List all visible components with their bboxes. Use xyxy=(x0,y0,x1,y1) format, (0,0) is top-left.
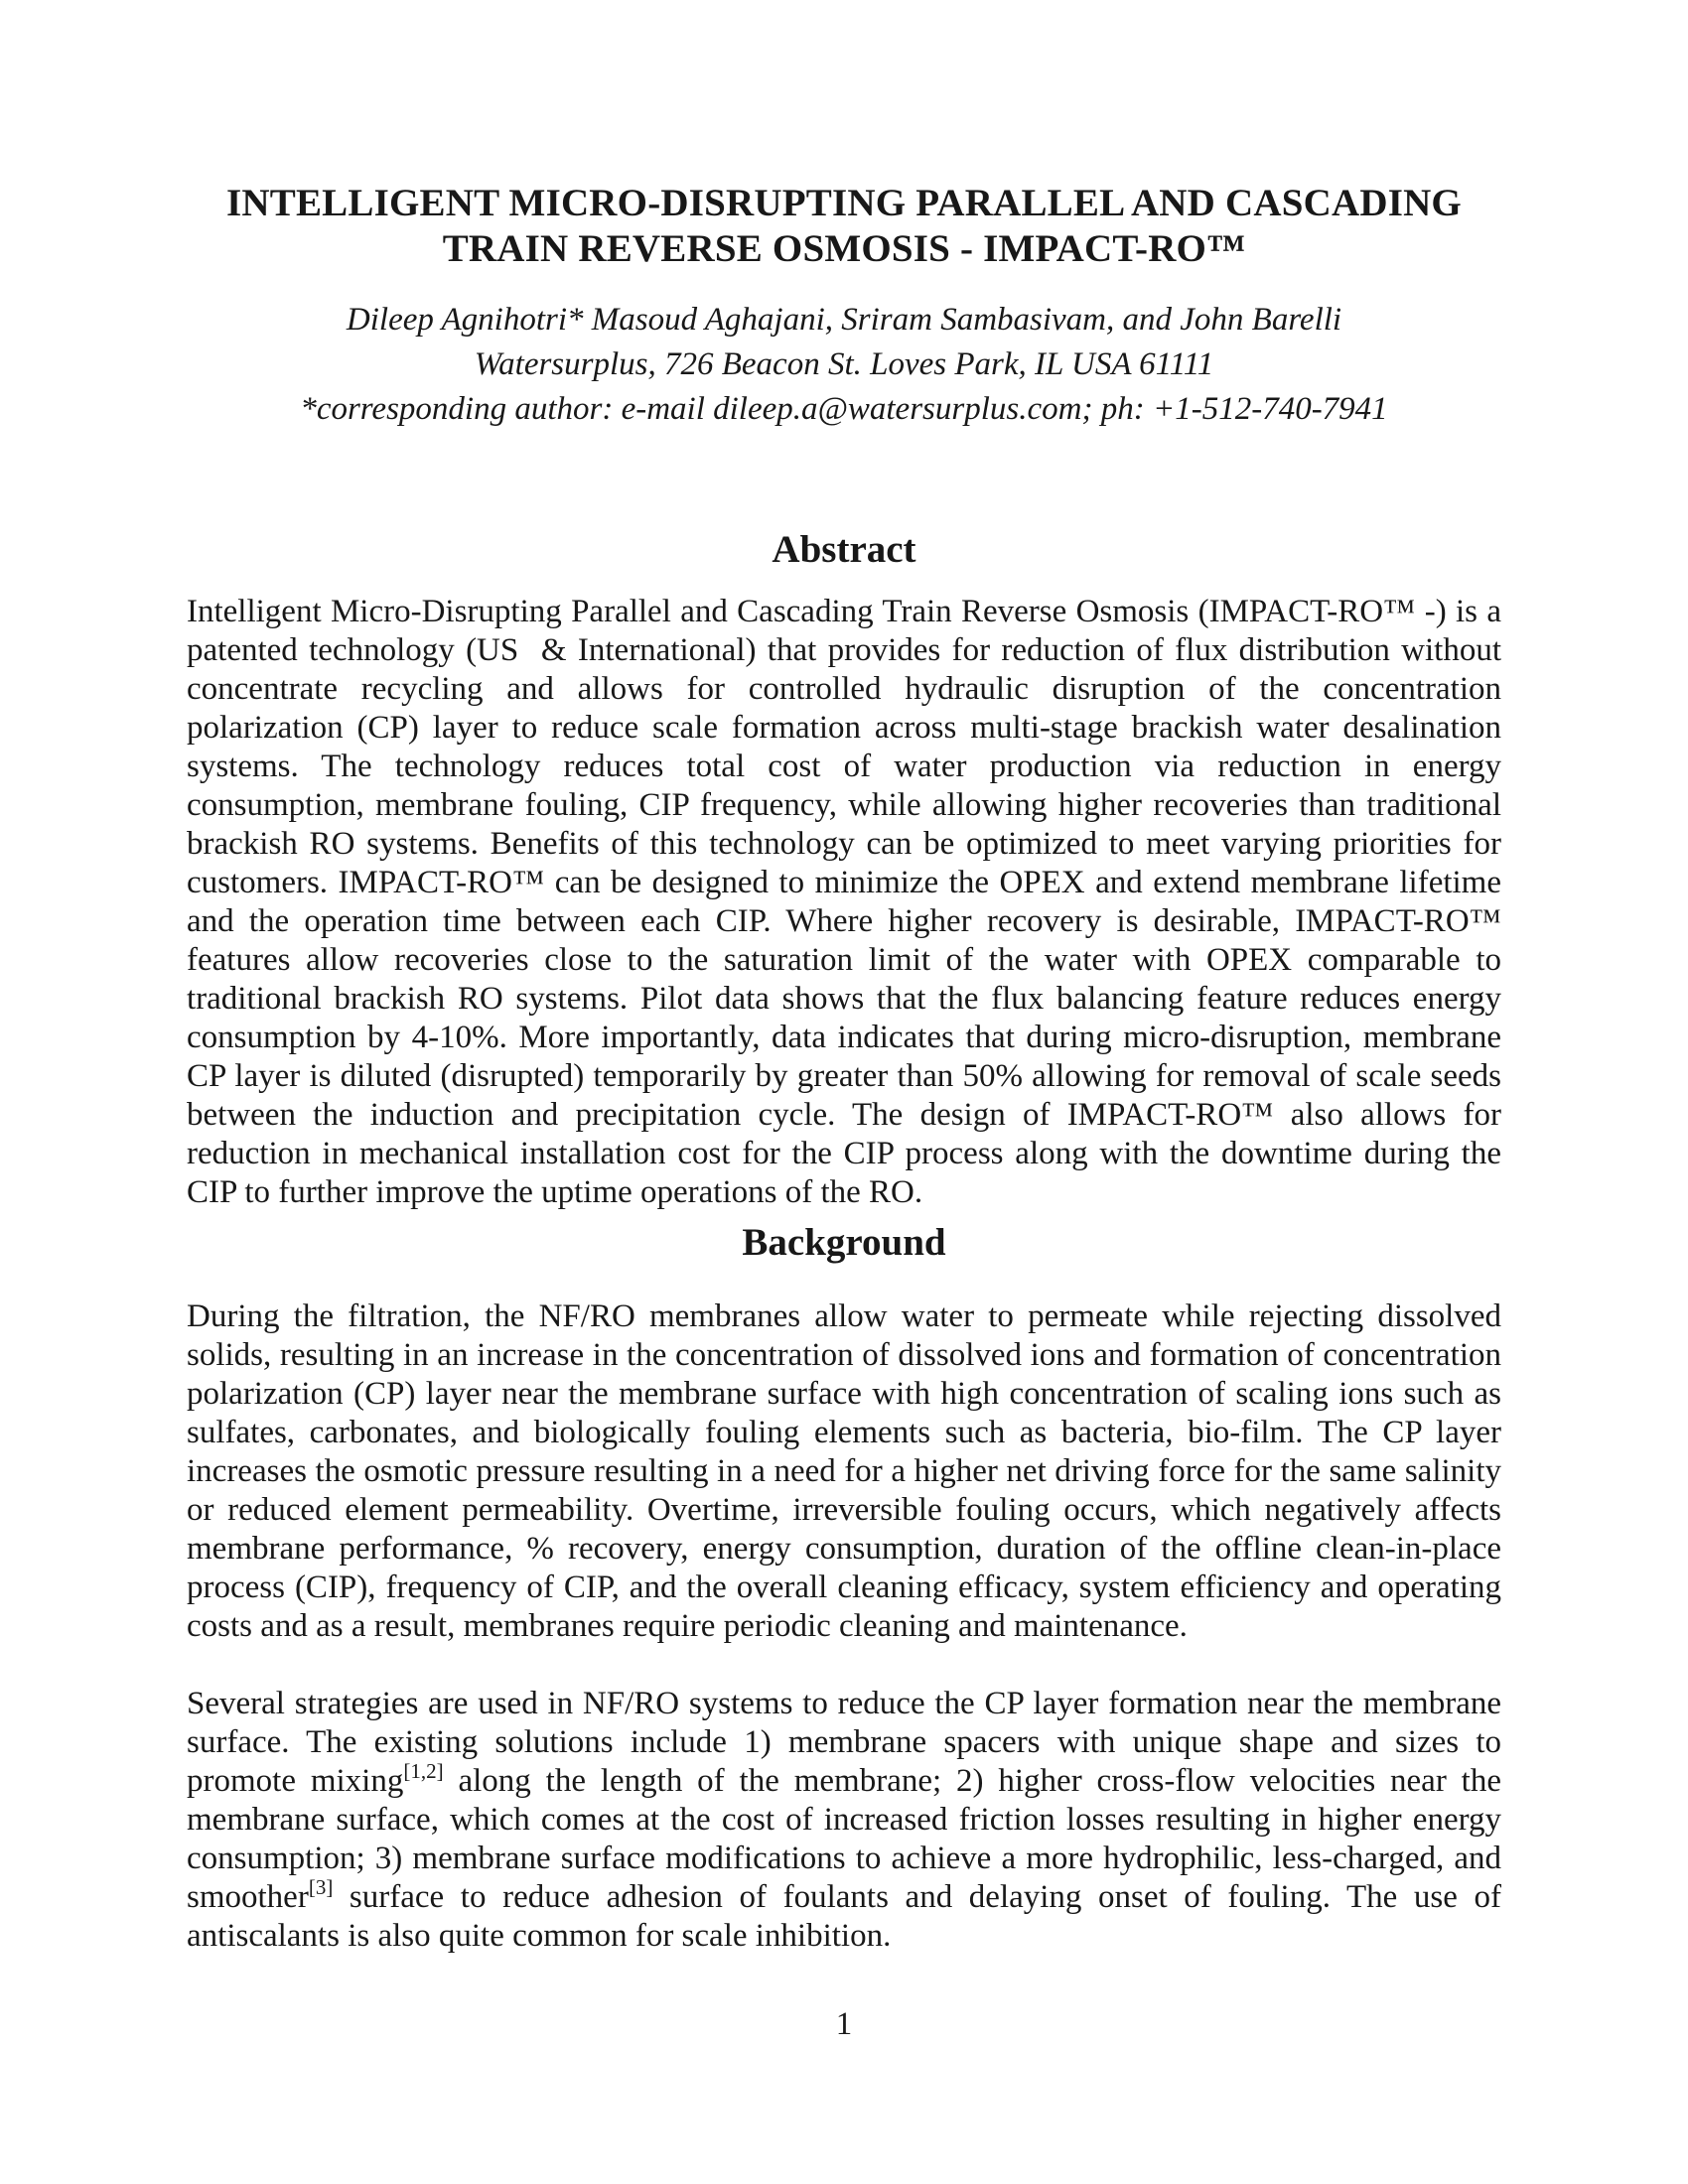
author-block xyxy=(187,298,1501,432)
citation-superscript: [3] xyxy=(308,1875,334,1899)
page-content xyxy=(187,0,1501,1956)
background-paragraph-1: During the filtration, the NF/RO membranes allow water to permeate while rejecting dissolved solids, resulting in an increase in the concentration of dissolved ions and formation of concentration polarization (CP) layer near the membrane surface with high concentration of scaling ions such as sulfates, carbonates, and biologically fouling elements such as bacteria, bio-film. The CP layer increases the osmotic pressure resulting in a need for a higher net driving force for the same salinity or reduced element permeability. Overtime, irreversible fouling occurs, which negatively affects membrane performance, % recovery, energy consumption, duration of the offline clean-in-place process (CIP), frequency of CIP, and the overall cleaning efficacy, system efficiency and operating costs and as a result, membranes require periodic cleaning and maintenance. xyxy=(187,1298,1501,1644)
citation-superscript: [1,2] xyxy=(403,1759,444,1783)
authors-line: Dileep Agnihotri* Masoud Aghajani, Sriram Sambasivam, and John Barelli xyxy=(346,302,1342,338)
corresponding-author-line: *corresponding author: e-mail dileep.a@watersurplus.com; ph: +1-512-740-7941 xyxy=(300,391,1388,427)
paper-title-line-1: INTELLIGENT MICRO-DISRUPTING PARALLEL AND CASCADING xyxy=(226,182,1462,224)
affiliation-line: Watersurplus, 726 Beacon St. Loves Park, IL USA 61111 xyxy=(474,346,1214,382)
background-heading: Background xyxy=(742,1221,946,1264)
page-number: 1 xyxy=(835,2006,853,2042)
abstract-heading: Abstract xyxy=(772,528,916,571)
paper-title-line-2: TRAIN REVERSE OSMOSIS - IMPACT-RO™ xyxy=(442,227,1246,270)
abstract-paragraph: Intelligent Micro-Disrupting Parallel and Cascading Train Reverse Osmosis (IMPACT-RO™ -) is a patented technology (US & International) that provides for reduction of flux distribution without concentrate recycling and allows for controlled hydraulic disruption of the concentration polarization (CP) layer to reduce scale formation across multi-stage brackish water desalination systems. The technology reduces total cost of water production via reduction in energy consumption, membrane fouling, CIP frequency, while allowing higher recoveries than traditional brackish RO systems. Benefits of this technology can be optimized to meet varying priorities for customers. IMPACT-RO™ can be designed to minimize the OPEX and extend membrane lifetime and the operation time between each CIP. Where higher recovery is desirable, IMPACT-RO™ features allow recoveries close to the saturation limit of the water with OPEX comparable to traditional brackish RO systems. Pilot data shows that the flux balancing feature reduces energy consumption by 4-10%. More importantly, data indicates that during micro-disruption, membrane CP layer is diluted (disrupted) temporarily by greater than 50% allowing for removal of scale seeds between the induction and precipitation cycle. The design of IMPACT-RO™ also allows for reduction in mechanical installation cost for the CIP process along with the downtime during the CIP to further improve the uptime operations of the RO. xyxy=(187,594,1501,1210)
paper-title xyxy=(187,0,1501,272)
background-paragraph-2: Several strategies are used in NF/RO systems to reduce the CP layer formation near the membrane surface. The existing solutions include 1) membrane spacers with unique shape and sizes to promote mixing[1,2] along the length of the membrane; 2) higher cross-flow velocities near the membrane surface, which comes at the cost of increased friction losses resulting in higher energy consumption; 3) membrane surface modifications to achieve a more hydrophilic, less-charged, and smoother[3] surface to reduce adhesion of foulants and delaying onset of fouling. The use of antiscalants is also quite common for scale inhibition. xyxy=(187,1686,1501,1954)
